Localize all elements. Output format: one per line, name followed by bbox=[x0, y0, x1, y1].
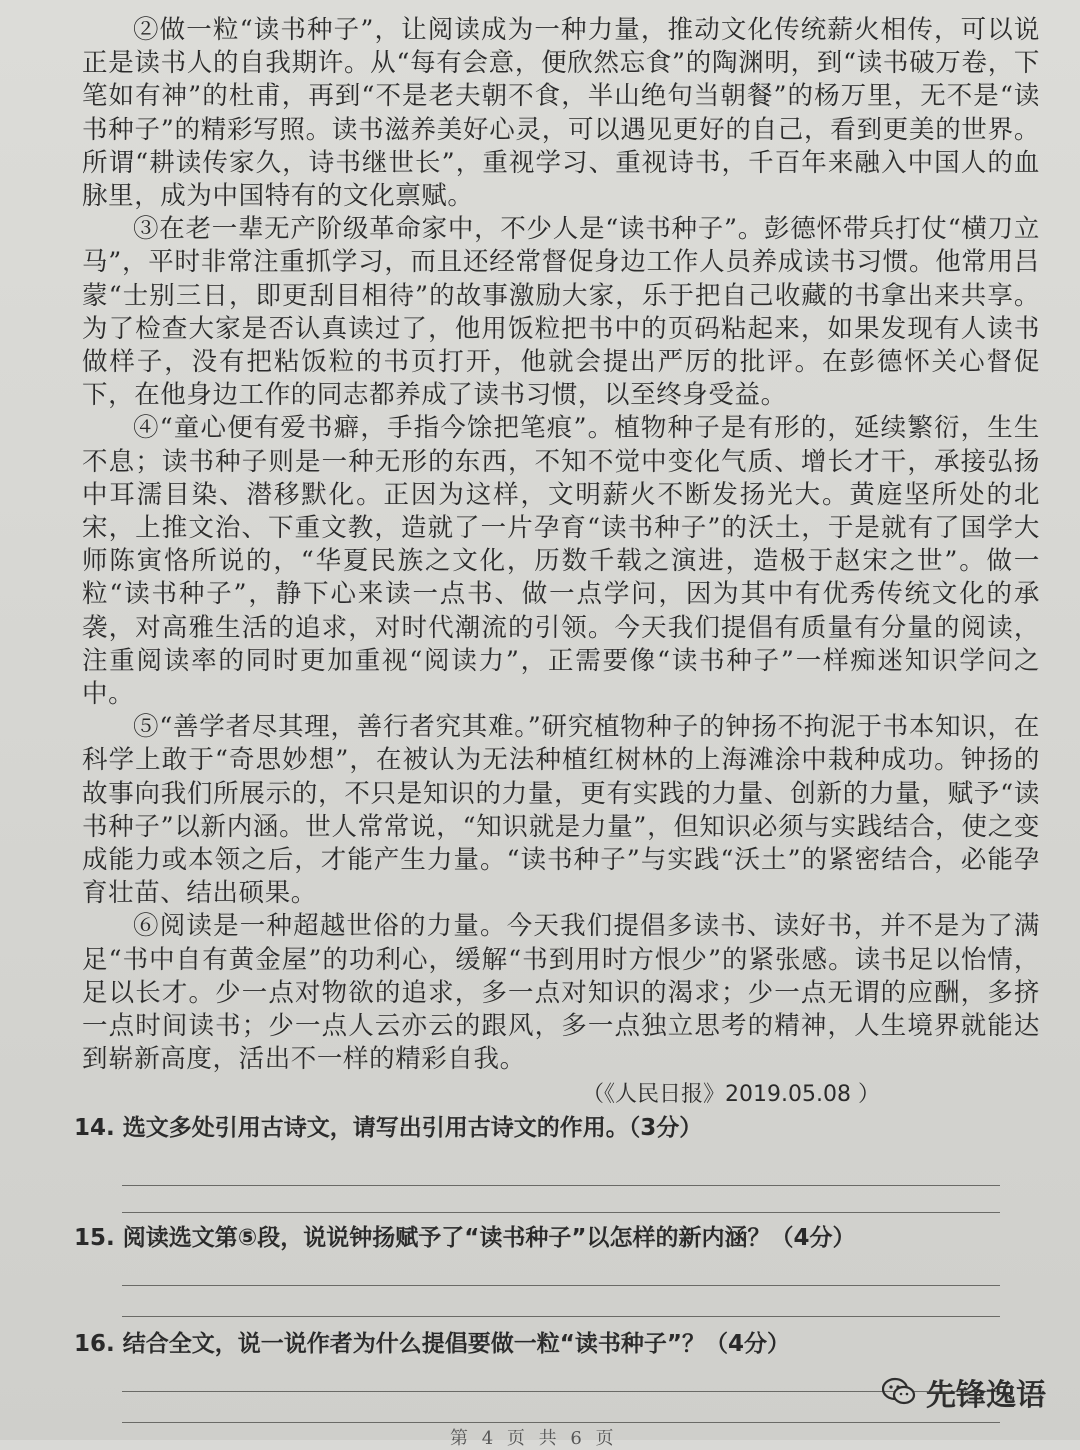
answer-line[interactable] bbox=[122, 1422, 1000, 1423]
wechat-icon bbox=[882, 1377, 916, 1407]
question-14: 14. 选文多处引用古诗文，请写出引用古诗文的作用。（3分） bbox=[74, 1114, 703, 1141]
paragraph-3: ③在老一辈无产阶级革命家中，不少人是“读书种子”。彭德怀带兵打仗“横刀立马”，平时非常注重抓学习，而且还经常督促身边工作人员养成读书习惯。他常用吕蒙“士别三日，即更刮目相待”的故事激励大家，乐于把自己收藏的书拿出来共享。为了检查大家是否认真读过了，他用饭粒把书中的页码粘起来，如果发现有人读书做样子，没有把粘饭粒的书页打开，他就会提出严厉的批评。在彭德怀关心督促下，在他身边工作的同志都养成了读书习惯，以至终身受益。 bbox=[82, 214, 1040, 411]
watermark-text: 先锋逸语 bbox=[926, 1378, 1046, 1413]
answer-line[interactable] bbox=[122, 1316, 1000, 1317]
answer-line[interactable] bbox=[122, 1212, 1000, 1213]
paragraph-5: ⑤“善学者尽其理，善行者究其难。”研究植物种子的钟扬不拘泥于书本知识，在科学上敢于“奇思妙想”，在被认为无法种植红树林的上海滩涂中栽种成功。钟扬的故事向我们所展示的，不只是知识的力量，更有实践的力量、创新的力量，赋予“读书种子”以新内涵。世人常常说，“知识就是力量”，但知识必须与实践结合，使之变成能力或本领之后，才能产生力量。“读书种子”与实践“沃土”的紧密结合，必能孕育壮苗、结出硕果。 bbox=[82, 712, 1040, 909]
source-citation: （《人民日报》2019.05.08 ） bbox=[582, 1081, 880, 1107]
wechat-watermark bbox=[882, 1370, 1046, 1414]
reading-passage bbox=[82, 14, 1040, 1077]
page-number: 第 4 页 共 6 页 bbox=[450, 1428, 618, 1449]
question-15-block bbox=[74, 1221, 1040, 1317]
question-15: 15. 阅读选文第⑤段，说说钟扬赋予了“读书种子”以怎样的新内涵？（4分） bbox=[74, 1224, 856, 1251]
paragraph-6: ⑥阅读是一种超越世俗的力量。今天我们提倡多读书、读好书，并不是为了满足“书中自有黄金屋”的功利心，缓解“书到用时方恨少”的紧张感。读书足以怡情，足以长才。少一点对物欲的追求，多一点对知识的渴求；少一点无谓的应酬，多挤一点时间读书；少一点人云亦云的跟风，多一点独立思考的精神，人生境界就能达到崭新高度，活出不一样的精彩自我。 bbox=[82, 911, 1040, 1075]
paragraph-4: ④“童心便有爱书癖，手指今馀把笔痕”。植物种子是有形的，延续繁衍，生生不息；读书种子则是一种无形的东西，不知不觉中变化气质、增长才干，承接弘扬中耳濡目染、潜移默化。正因为这样，文明薪火不断发扬光大。黄庭坚所处的北宋，上推文治、下重文教，造就了一片孕育“读书种子”的沃土，于是就有了国学大师陈寅恪所说的，“华夏民族之文化，历数千载之演进，造极于赵宋之世”。做一粒“读书种子”，静下心来读一点书、做一点学问，因为其中有优秀传统文化的承袭，对高雅生活的追求，对时代潮流的引领。今天我们提倡有质量有分量的阅读，注重阅读率的同时更加重视“阅读力”，正需要像“读书种子”一样痴迷知识学问之中。 bbox=[82, 413, 1040, 710]
paragraph-2: ②做一粒“读书种子”，让阅读成为一种力量，推动文化传统薪火相传，可以说正是读书人的自我期许。从“每有会意，便欣然忘食”的陶渊明，到“读书破万卷，下笔如有神”的杜甫，再到“不是老夫朝不食，半山绝句当朝餐”的杨万里，无不是“读书种子”的精彩写照。读书滋养美好心灵，可以遇见更好的自己，看到更美的世界。所谓“耕读传家久，诗书继世长”，重视学习、重视诗书，千百年来融入中国人的血脉里，成为中国特有的文化禀赋。 bbox=[82, 15, 1040, 212]
question-14-block bbox=[74, 1111, 1040, 1213]
question-16: 16. 结合全文，说一说作者为什么提倡要做一粒“读书种子”？（4分） bbox=[74, 1330, 790, 1357]
